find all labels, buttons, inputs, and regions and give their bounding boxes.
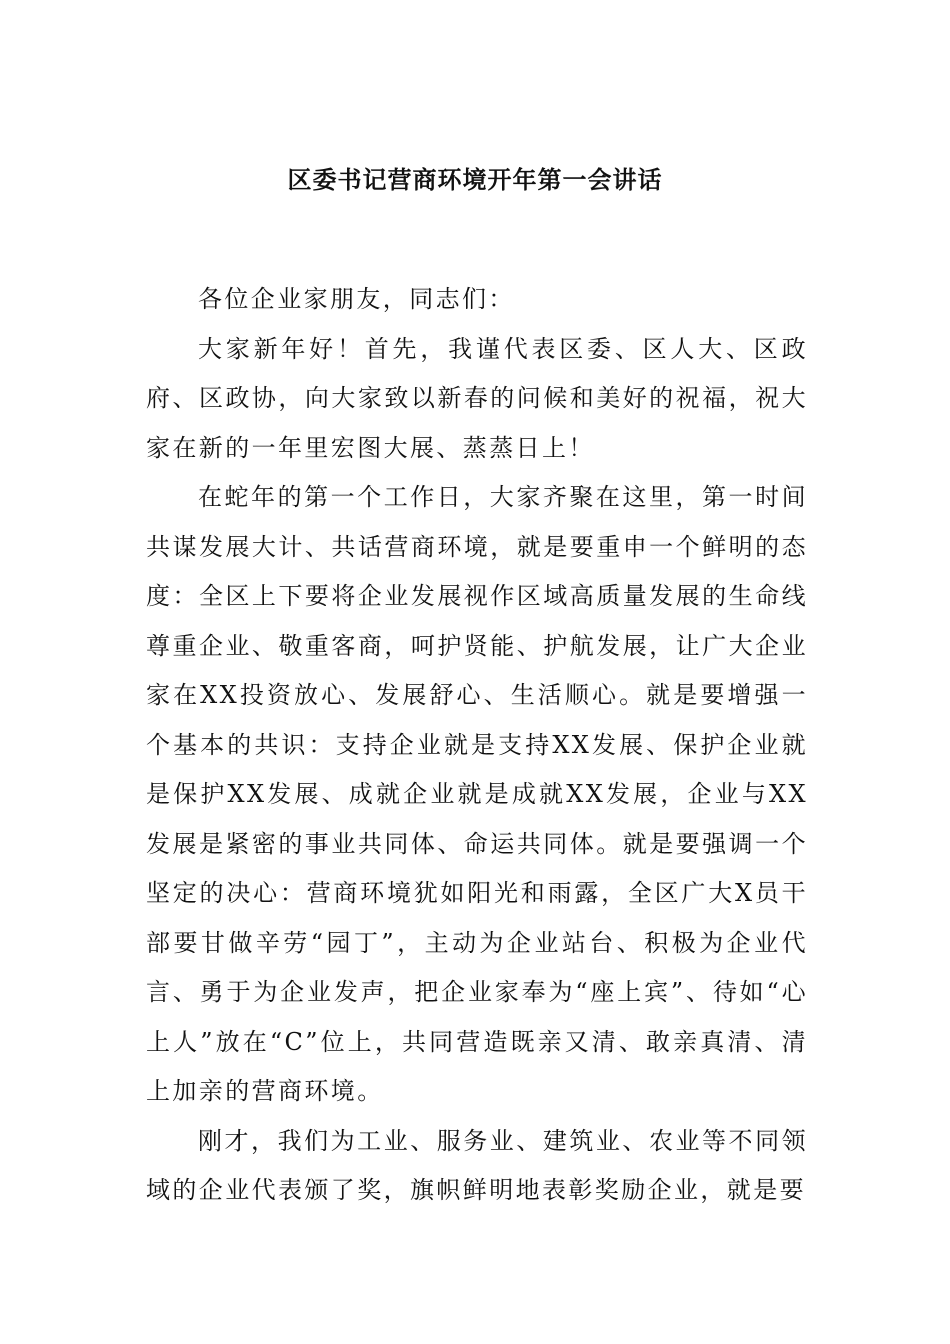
paragraph-greeting: 大家新年好！首先，我谨代表区委、区人大、区政府、区政协，向大家致以新春的问候和美好的祝福，祝大家在新的一年里宏图大展、蒸蒸日上！	[146, 334, 808, 462]
paragraph-awards: 刚才，我们为工业、服务业、建筑业、农业等不同领域的企业代表颁了奖，旗帜鲜明地表彰奖励企业，就是要	[146, 1126, 808, 1204]
document-title: 区委书记营商环境开年第一会讲话	[287, 165, 663, 194]
paragraph-salutation: 各位企业家朋友，同志们：	[198, 285, 515, 313]
document-body	[146, 275, 808, 1216]
paragraph-main: 在蛇年的第一个工作日，大家齐聚在这里，第一时间共谋发展大计、共话营商环境，就是要重申一个鲜明的态度：全区上下要将企业发展视作区域高质量发展的生命线尊重企业、敬重客商，呵护贤能、护航发展，让广大企业家在XX投资放心、发展舒心、生活顺心。就是要增强一个基本的共识：支持企业就是支持XX发展、保护企业就是保护XX发展、成就企业就是成就XX发展，企业与XX发展是紧密的事业共同体、命运共同体。就是要强调一个坚定的决心：营商环境犹如阳光和雨露，全区广大X员干部要甘做辛劳“园丁”，主动为企业站台、积极为企业代言、勇于为企业发声，把企业家奉为“座上宾”、待如“心上人”放在“C”位上，共同营造既亲又清、敢亲真清、清上加亲的营商环境。	[146, 483, 808, 1105]
